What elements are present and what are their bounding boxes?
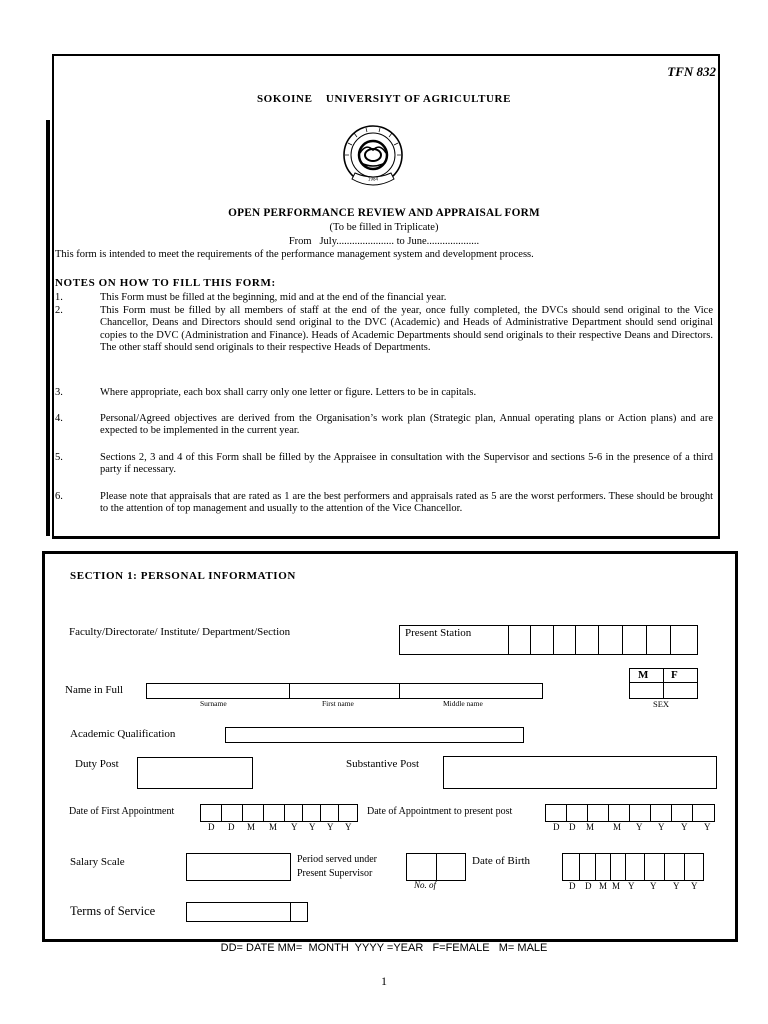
form-period: From July...................... to June.................... [288, 236, 480, 247]
date-box[interactable] [545, 804, 567, 822]
present-appointment-label: Date of Appointment to present post [367, 806, 513, 817]
sex-label: SEX [653, 699, 670, 709]
date-caption: D [553, 822, 560, 832]
terms-field[interactable] [186, 902, 291, 922]
note-text: Please note that appraisals that are rated as 1 are the best performers and appraisals rated as 5 are the worst performers. These should be brought to the attention of top management and usually to the attention of the Vice Chancellor. [100, 491, 713, 515]
salary-scale-label: Salary Scale [70, 856, 125, 868]
char-box[interactable] [646, 625, 671, 655]
date-caption: M [612, 881, 621, 891]
date-caption: Y [658, 822, 665, 832]
period-box[interactable] [406, 853, 437, 881]
note-number: 3. [55, 387, 63, 398]
terms-box[interactable] [290, 902, 308, 922]
char-box[interactable] [575, 625, 599, 655]
date-box[interactable] [625, 853, 645, 881]
date-caption: Y [673, 881, 680, 891]
sua-seal-icon [334, 123, 412, 191]
note-number: 5. [55, 452, 63, 463]
notes-heading: NOTES ON HOW TO FILL THIS FORM: [55, 277, 276, 289]
date-caption: Y [628, 881, 635, 891]
dob-label: Date of Birth [472, 855, 531, 867]
note-number: 6. [55, 491, 63, 502]
present-station-label: Present Station [405, 627, 472, 639]
date-caption: Y [650, 881, 657, 891]
date-caption: Y [704, 822, 711, 832]
duty-post-label: Duty Post [75, 758, 119, 770]
form-code: TFN 832 [667, 64, 716, 79]
period-label-2: Present Supervisor [297, 868, 373, 879]
date-box[interactable] [692, 804, 715, 822]
char-box[interactable] [622, 625, 647, 655]
date-caption: M [586, 822, 595, 832]
middle-name-caption: Middle name [443, 699, 483, 708]
note-number: 2. [55, 305, 63, 316]
university-name: SOKOINE UNIVERSIYT OF AGRICULTURE [256, 93, 512, 105]
char-box[interactable] [508, 625, 531, 655]
date-box[interactable] [664, 853, 685, 881]
sex-f-header [663, 668, 698, 683]
date-box[interactable] [629, 804, 651, 822]
period-label-1: Period served under [297, 854, 377, 865]
date-box[interactable] [644, 853, 665, 881]
faculty-label: Faculty/Directorate/ Institute/ Department/Section [69, 626, 291, 638]
date-caption: M [599, 881, 608, 891]
substantive-post-field[interactable] [443, 756, 717, 789]
date-caption: Y [636, 822, 643, 832]
date-caption: Y [345, 822, 352, 832]
sex-m-box[interactable] [629, 682, 664, 699]
date-caption: M [247, 822, 256, 832]
svg-text:1984: 1984 [367, 176, 379, 182]
date-caption: D [208, 822, 215, 832]
date-box[interactable] [320, 804, 339, 822]
char-box[interactable] [670, 625, 698, 655]
form-intro: This form is intended to meet the requirements of the performance management system and development process. [55, 249, 534, 260]
sex-f-box[interactable] [663, 682, 698, 699]
date-caption: Y [327, 822, 334, 832]
date-box[interactable] [608, 804, 630, 822]
date-caption: M [269, 822, 278, 832]
date-box[interactable] [242, 804, 264, 822]
note-text: Where appropriate, each box shall carry only one letter or figure. Letters to be in capitals. [100, 387, 477, 398]
date-caption: D [228, 822, 235, 832]
date-box[interactable] [684, 853, 704, 881]
date-box[interactable] [671, 804, 693, 822]
substantive-post-label: Substantive Post [346, 758, 420, 770]
middle-name-field[interactable] [399, 683, 543, 699]
date-caption: M [613, 822, 622, 832]
first-name-caption: First name [322, 699, 354, 708]
date-box[interactable] [263, 804, 285, 822]
form-subtitle: (To be filled in Triplicate) [329, 222, 439, 233]
char-box[interactable] [598, 625, 623, 655]
section1-heading: SECTION 1: PERSONAL INFORMATION [70, 570, 296, 582]
date-caption: Y [291, 822, 298, 832]
date-box[interactable] [562, 853, 580, 881]
academic-field[interactable] [225, 727, 524, 743]
academic-label: Academic Qualification [70, 728, 176, 740]
first-appointment-label: Date of First Appointment [69, 806, 175, 817]
note-text: Sections 2, 3 and 4 of this Form shall be filled by the Appraisee in consultation with the Supervisor and sections 5-6 in the presence of a third party if necessary. [100, 452, 713, 476]
page-number: 1 [381, 974, 387, 988]
sex-m-label: M [638, 669, 649, 681]
char-box[interactable] [530, 625, 554, 655]
date-caption: D [569, 881, 576, 891]
note-number: 1. [55, 292, 63, 303]
surname-field[interactable] [146, 683, 290, 699]
no-of-caption: No. of [414, 880, 437, 890]
date-box[interactable] [338, 804, 358, 822]
notes-box-accent [46, 120, 50, 536]
date-box[interactable] [284, 804, 303, 822]
date-box[interactable] [587, 804, 609, 822]
first-name-field[interactable] [289, 683, 400, 699]
note-text: Personal/Agreed objectives are derived from the Organisation’s work plan (Strategic plan, Annual operating plans or Action plans) and are expected to be implemented in the current year. [100, 413, 713, 437]
sex-f-label: F [671, 669, 678, 681]
note-text: This Form must be filled by all members of staff at the end of the year, once fully completed, the DVCs should send original to the Vice Chancellor, Deans and Directors should send original to the DVC (Academic) and Heads of Administrative Department should send original copies to the DVC (Administration and Finance). Heads of Academic Departments should send originals to their respective Deans and Directors. The other staff should send originals to their respective Heads of Departments. [100, 305, 713, 354]
note-text: This Form must be filled at the beginning, mid and at the end of the financial year. [100, 292, 447, 303]
note-number: 4. [55, 413, 63, 424]
date-caption: D [585, 881, 592, 891]
name-label: Name in Full [65, 684, 124, 696]
date-box[interactable] [221, 804, 243, 822]
date-caption: Y [681, 822, 688, 832]
char-box[interactable] [553, 625, 576, 655]
footer-legend: DD= DATE MM= MONTH YYYY =YEAR F=FEMALE M= MALE [220, 942, 548, 954]
form-title: OPEN PERFORMANCE REVIEW AND APPRAISAL FORM [228, 207, 540, 219]
terms-label: Terms of Service [70, 904, 156, 918]
university-logo [334, 123, 412, 191]
date-box[interactable] [566, 804, 588, 822]
date-caption: Y [309, 822, 316, 832]
date-box[interactable] [650, 804, 672, 822]
period-box[interactable] [436, 853, 466, 881]
surname-caption: Surname [200, 699, 227, 708]
date-box[interactable] [200, 804, 222, 822]
date-caption: D [569, 822, 576, 832]
date-box[interactable] [595, 853, 611, 881]
date-box[interactable] [579, 853, 596, 881]
date-caption: Y [691, 881, 698, 891]
salary-scale-field[interactable] [186, 853, 291, 881]
date-box[interactable] [610, 853, 626, 881]
duty-post-field[interactable] [137, 757, 253, 789]
date-box[interactable] [302, 804, 321, 822]
